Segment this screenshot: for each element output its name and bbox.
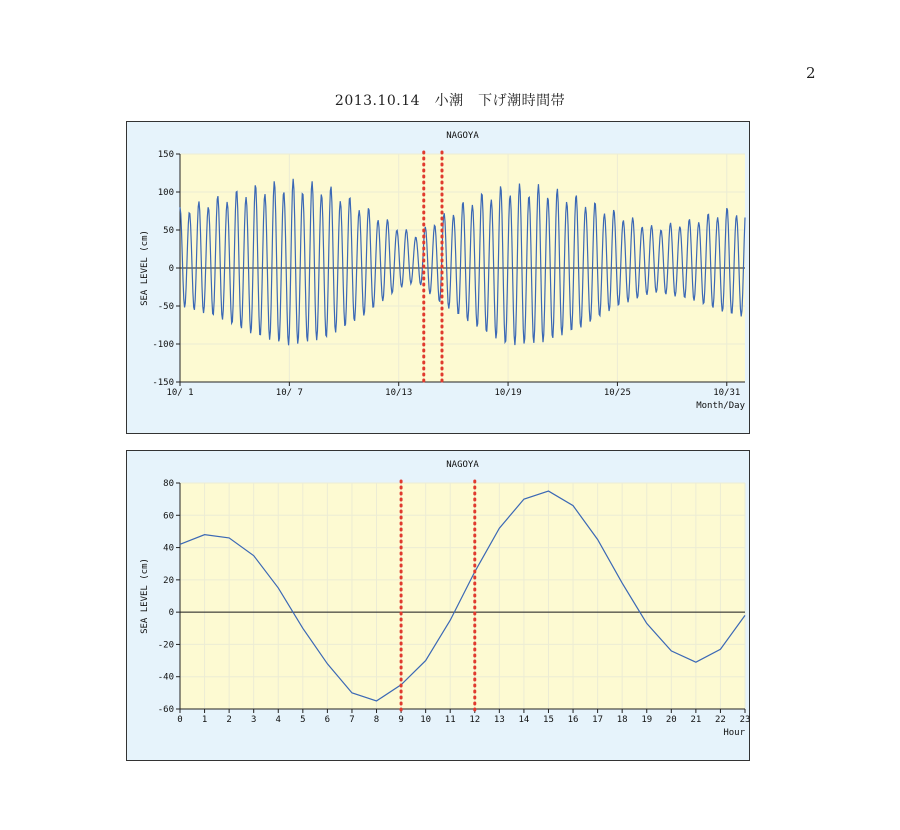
x-tick-label: 22 bbox=[715, 715, 726, 725]
y-tick-label: -40 bbox=[157, 672, 174, 683]
x-tick-label: 2 bbox=[226, 715, 232, 725]
x-tick-label: 7 bbox=[349, 715, 355, 725]
hourly-sea-level-chart bbox=[126, 450, 750, 761]
x-tick-label: 9 bbox=[398, 715, 404, 725]
chart-title: NAGOYA bbox=[446, 460, 479, 470]
y-axis-label: SEA LEVEL (cm) bbox=[140, 230, 150, 306]
monthly-sea-level-svg bbox=[127, 122, 749, 433]
x-axis-label: Hour bbox=[723, 728, 745, 738]
x-tick-label: 13 bbox=[493, 715, 505, 725]
x-tick-label: 10/19 bbox=[494, 388, 522, 398]
x-tick-label: 10/13 bbox=[385, 388, 413, 398]
y-tick-label: 150 bbox=[157, 150, 174, 160]
x-tick-label: 6 bbox=[324, 715, 331, 725]
x-tick-label: 11 bbox=[444, 715, 456, 725]
y-tick-label: -50 bbox=[157, 302, 174, 312]
y-tick-label: 100 bbox=[157, 188, 174, 198]
y-tick-label: -20 bbox=[157, 640, 174, 651]
x-tick-label: 10/ 1 bbox=[166, 388, 194, 398]
x-tick-label: 5 bbox=[300, 715, 306, 725]
x-tick-label: 20 bbox=[665, 715, 677, 725]
x-tick-label: 4 bbox=[275, 715, 281, 725]
x-tick-label: 14 bbox=[518, 715, 530, 725]
x-tick-label: 18 bbox=[616, 715, 628, 725]
y-tick-label: -100 bbox=[152, 340, 174, 350]
x-tick-label: 23 bbox=[739, 715, 751, 725]
x-tick-label: 19 bbox=[641, 715, 653, 725]
x-axis-label: Month/Day bbox=[696, 401, 745, 411]
x-tick-label: 3 bbox=[250, 715, 257, 725]
y-tick-label: 0 bbox=[168, 264, 174, 274]
page-title: 2013.10.14 小潮 下げ潮時間帯 bbox=[334, 93, 566, 109]
chart-title: NAGOYA bbox=[446, 131, 479, 141]
x-tick-label: 10/31 bbox=[713, 388, 741, 398]
y-tick-label: -60 bbox=[157, 705, 174, 715]
y-tick-label: 50 bbox=[163, 226, 174, 236]
x-tick-label: 10 bbox=[420, 715, 432, 725]
monthly-sea-level-chart bbox=[126, 121, 750, 434]
y-tick-label: 60 bbox=[163, 511, 174, 522]
x-tick-label: 10/25 bbox=[603, 388, 631, 398]
y-tick-label: 80 bbox=[163, 479, 174, 489]
y-axis-label: SEA LEVEL (cm) bbox=[140, 558, 150, 634]
x-tick-label: 8 bbox=[373, 715, 380, 725]
page-number: 2 bbox=[806, 64, 816, 82]
y-tick-label: 20 bbox=[163, 575, 174, 586]
x-tick-label: 15 bbox=[543, 715, 554, 725]
y-tick-label: -150 bbox=[152, 378, 174, 388]
hourly-sea-level-svg bbox=[127, 451, 749, 760]
y-tick-label: 0 bbox=[168, 608, 174, 619]
x-tick-label: 0 bbox=[177, 715, 183, 725]
x-tick-label: 1 bbox=[201, 715, 208, 725]
x-tick-label: 21 bbox=[690, 715, 702, 725]
x-tick-label: 16 bbox=[567, 715, 579, 725]
x-tick-label: 10/ 7 bbox=[275, 388, 303, 398]
x-tick-label: 12 bbox=[469, 715, 481, 725]
y-tick-label: 40 bbox=[163, 543, 174, 554]
x-tick-label: 17 bbox=[592, 715, 604, 725]
